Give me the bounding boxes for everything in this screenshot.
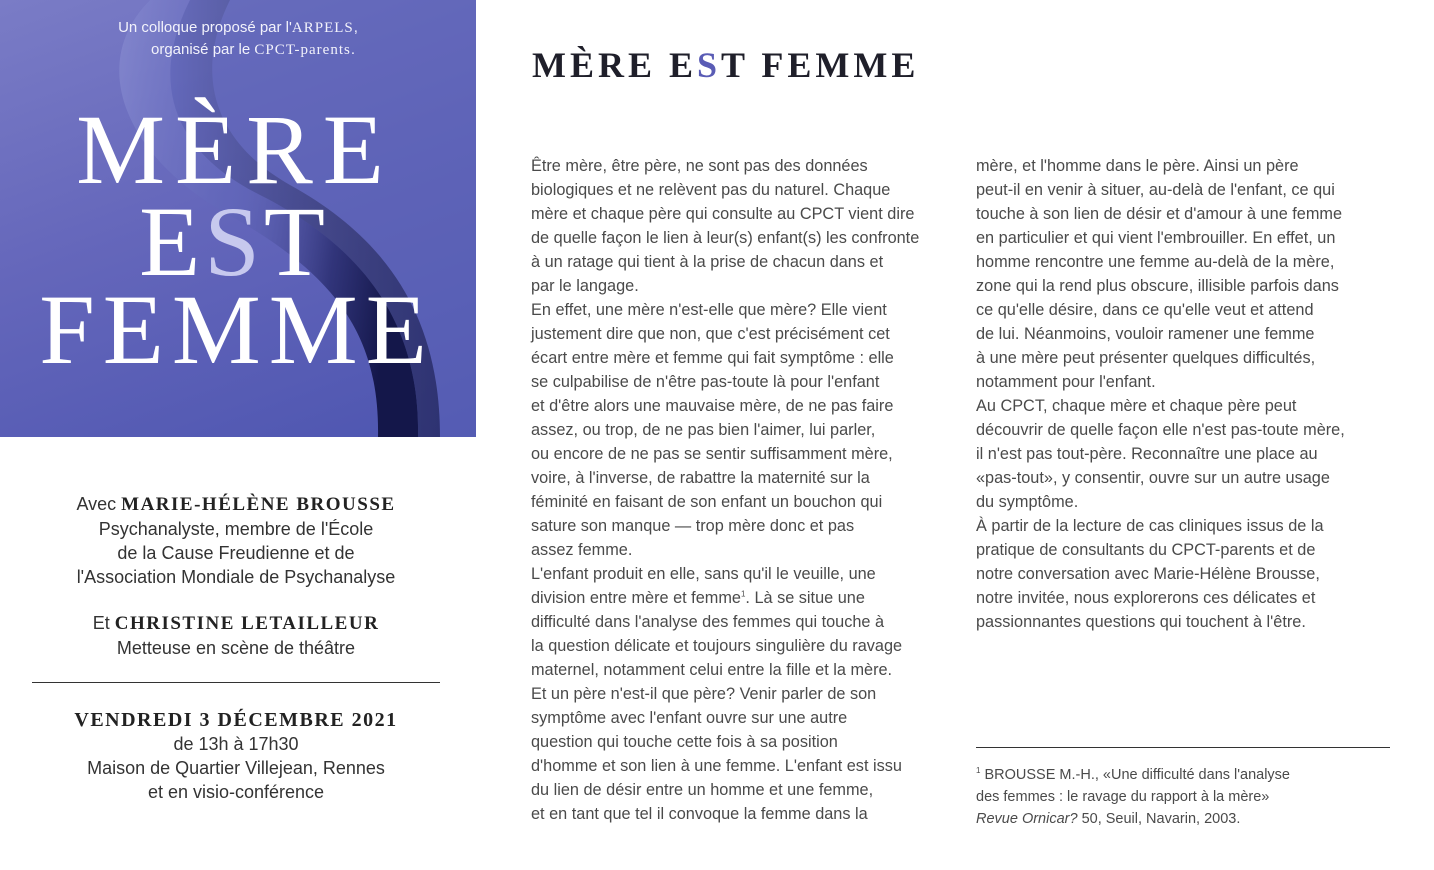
cover-intro-line1 <box>0 17 476 39</box>
text-line: symptôme avec l'enfant ouvre sur une autre <box>531 709 848 727</box>
speaker-2-name: CHRISTINE LETAILLEUR <box>114 613 380 634</box>
event-time: de 13h à 17h30 <box>173 734 299 754</box>
text-line: homme rencontre une femme au-delà de la mère, <box>976 253 1335 271</box>
cover-intro-line2 <box>30 39 476 61</box>
cover-word-mere: MÈRE <box>76 94 394 205</box>
text-line: touche à son lien de désir et d'amour à une femme <box>976 205 1343 223</box>
footnote-ref[interactable]: 1 <box>740 589 746 599</box>
text-line: en particulier et qui vient l'embrouiller. En effet, un <box>976 229 1336 247</box>
text-line: notre conversation avec Marie-Hélène Brousse, <box>976 565 1320 583</box>
text-line: peut-il en venir à situer, au-delà de l'enfant, ce qui <box>976 181 1335 199</box>
text-line: écart entre mère et femme qui fait symptôme : elle <box>531 349 894 367</box>
text-line-with-footnote <box>531 586 919 610</box>
intro-org-cpct: CPCT-parents <box>254 42 351 58</box>
event-details <box>32 708 440 804</box>
text-line: à un ratage qui tient à la prise de chacun dans et <box>531 253 884 271</box>
cover-intro <box>0 17 476 61</box>
text-line: Et un père n'est-il que père? Venir parler de son <box>531 685 877 703</box>
footnote-journal: Revue Ornicar? <box>976 811 1078 827</box>
text-line: ce qu'elle désire, dans ce qu'elle veut et attend <box>976 301 1314 319</box>
text-line: voire, à l'inverse, de rabattre la maternité sur la <box>531 469 870 487</box>
cover-word-femme: FEMME <box>39 274 435 385</box>
text-line: question qui touche cette fois à sa position <box>531 733 838 751</box>
text-line: la question délicate et toujours singulière du ravage <box>531 637 903 655</box>
text-fragment: division entre mère et femme <box>531 589 741 607</box>
text-line: sature son manque — trop mère donc et pas <box>531 517 855 535</box>
article-title <box>532 44 919 86</box>
text-line: En effet, une mère n'est-elle que mère? Elle vient <box>531 301 887 319</box>
text-line: il n'est pas tout-père. Reconnaître une place au <box>976 445 1318 463</box>
footnote-line3 <box>976 808 1290 830</box>
text-line: assez femme. <box>531 541 633 559</box>
text-line: pratique de consultants du CPCT-parents et de <box>976 541 1316 559</box>
footnote-publication: 50, Seuil, Navarin, 2003. <box>1077 811 1241 827</box>
speaker-1-role-line1: Psychanalyste, membre de l'École <box>98 519 374 539</box>
text-line: se culpabilise de n'être pas-toute là pour l'enfant <box>531 373 880 391</box>
cover-word-est-e: E <box>139 186 205 297</box>
text-line: «pas-tout», y consentir, ouvre sur un autre usage <box>976 469 1330 487</box>
text-line: passionnantes questions qui touchent à l'être. <box>976 613 1306 631</box>
footnote <box>976 764 1290 830</box>
text-line: de lui. Néanmoins, vouloir ramener une femme <box>976 325 1315 343</box>
text-line: ou encore de ne pas se sentir suffisamment mère, <box>531 445 893 463</box>
text-line: zone qui la rend plus obscure, illisible parfois dans <box>976 277 1339 295</box>
speaker-1-role-line3: l'Association Mondiale de Psychanalyse <box>76 567 396 587</box>
text-line: de quelle façon le lien à leur(s) enfant(s) les confronte <box>531 229 920 247</box>
footnote-divider <box>976 747 1390 748</box>
text-line: Être mère, être père, ne sont pas des données <box>531 157 868 175</box>
divider-left <box>32 682 440 683</box>
text-line: biologiques et ne relèvent pas du naturel. Chaque <box>531 181 891 199</box>
speaker-1 <box>32 492 440 589</box>
text-line: féminité en faisant de son enfant un bouchon qui <box>531 493 883 511</box>
text-fragment: . Là se situe une <box>745 589 865 607</box>
event-date: VENDREDI 3 DÉCEMBRE 2021 <box>74 709 398 731</box>
speaker-2-heading <box>32 611 440 636</box>
text-line: du symptôme. <box>976 493 1079 511</box>
intro-line2-prefix: organisé par le <box>150 41 255 58</box>
intro-line1-prefix: Un colloque proposé par l' <box>118 19 292 36</box>
event-place: Maison de Quartier Villejean, Rennes <box>87 758 385 778</box>
cover-word-est-t: T <box>263 186 329 297</box>
text-line: L'enfant produit en elle, sans qu'il le veuille, une <box>531 565 876 583</box>
text-line: à une mère peut présenter quelques difficultés, <box>976 349 1316 367</box>
footnote-mark: 1 <box>976 766 981 776</box>
footnote-text: BROUSSE M.-H., «Une difficulté dans l'analyse <box>980 767 1291 783</box>
speaker-1-name: MARIE-HÉLÈNE BROUSSE <box>121 494 396 515</box>
article-column-2 <box>976 154 1345 634</box>
text-line: assez, ou trop, de ne pas bien l'aimer, lui parler, <box>531 421 876 439</box>
text-line: justement dire que non, que c'est précisément cet <box>531 325 890 343</box>
text-line: d'homme et son lien à une femme. L'enfant est issu <box>531 757 902 775</box>
text-line: À partir de la lecture de cas cliniques issus de la <box>976 517 1324 535</box>
cover-panel <box>0 0 476 437</box>
text-line: mère, et l'homme dans le père. Ainsi un père <box>976 157 1299 175</box>
text-line: difficulté dans l'analyse des femmes qui touche à <box>531 613 885 631</box>
speaker-2-prefix: Et <box>92 613 115 633</box>
title-part-c: T FEMME <box>721 45 920 85</box>
cover-word-est-s: S <box>204 186 264 297</box>
intro-org-arpels: ARPELS <box>291 20 354 36</box>
speaker-2-role: Metteuse en scène de théâtre <box>116 638 356 658</box>
text-line: du lien de désir entre un homme et une femme, <box>531 781 874 799</box>
title-part-s: S <box>697 45 722 85</box>
text-line: et en tant que tel il convoque la femme dans la <box>531 805 868 823</box>
text-line: notre invitée, nous explorerons ces délicates et <box>976 589 1316 607</box>
footnote-line2: des femmes : le ravage du rapport à la mère» <box>976 789 1270 805</box>
speaker-1-role-line2: de la Cause Freudienne et de <box>117 543 355 563</box>
text-line: notamment pour l'enfant. <box>976 373 1156 391</box>
title-part-a: MÈRE E <box>532 45 698 85</box>
footnote-line1 <box>976 764 1290 786</box>
text-line: découvrir de quelle façon elle n'est pas-toute mère, <box>976 421 1345 439</box>
text-line: et d'être alors une mauvaise mère, de ne pas faire <box>531 397 894 415</box>
speaker-1-heading <box>32 492 440 517</box>
intro-line1-suffix: , <box>353 19 358 36</box>
speaker-1-prefix: Avec <box>76 494 122 514</box>
text-line: Au CPCT, chaque mère et chaque père peut <box>976 397 1297 415</box>
text-line: mère et chaque père qui consulte au CPCT vient dire <box>531 205 915 223</box>
text-line: maternel, notamment celui entre la fille et la mère. <box>531 661 893 679</box>
intro-line2-suffix: . <box>350 41 356 58</box>
text-line: par le langage. <box>531 277 639 295</box>
speaker-2 <box>32 611 440 660</box>
event-remote: et en visio-conférence <box>147 782 325 802</box>
article-column-1 <box>531 154 919 826</box>
